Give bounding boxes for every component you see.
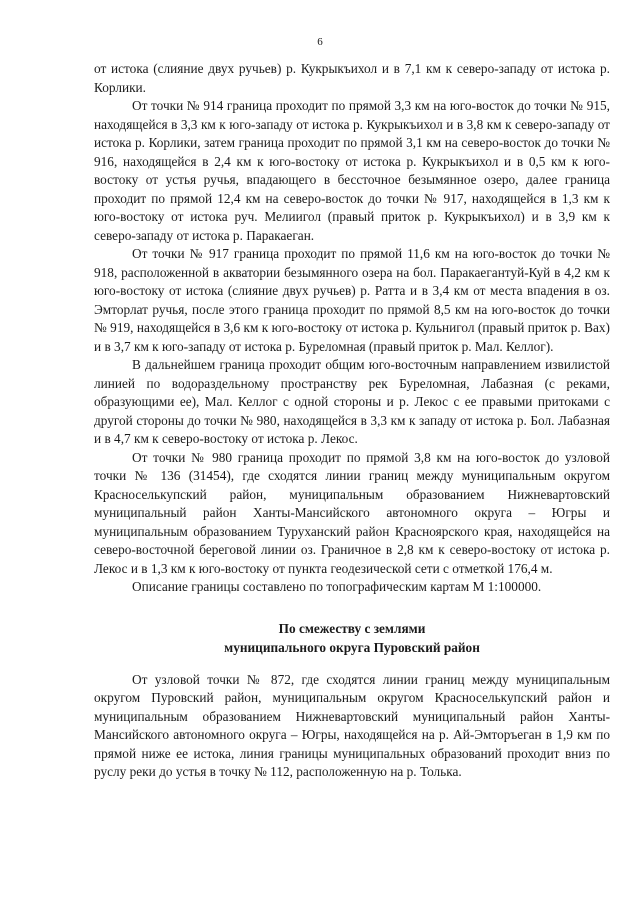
paragraph-continuation: от истока (слияние двух ручьев) р. Кукрыкъихол и в 7,1 км к северо-западу от истока р. Корлики. bbox=[94, 61, 610, 95]
document-body bbox=[94, 60, 610, 782]
section-heading-line-2: муниципального округа Пуровский район bbox=[224, 639, 480, 655]
paragraph-map-scale: Описание границы составлено по топографическим картам М 1:100000. bbox=[132, 579, 542, 594]
paragraph-point-980: От точки № 980 граница проходит по прямой 3,8 км на юго-восток до узловой точки № 136 (31454), где сходятся линии границ между муниципальным округом Красноселькупский район, муниципальным образованием Нижневартовский муниципальный район Ханты-Мансийского автономного округа – Югры и муниципальным образованием Туруханский район Красноярского края, находящейся на северо-восточной береговой линии оз. Граничное в 2,8 км к северо-востоку от истока р. Лекос и в 1,3 км к юго-востоку от пункта геодезической сети с отметкой 176,4 м. bbox=[94, 449, 610, 576]
paragraph-watershed: В дальнейшем граница проходит общим юго-восточным направлением извилистой линией по водораздельному пространству рек Буреломная, Лабазная (с реками, образующими ее), Мал. Келлог с одной стороны и р. Лекос с ее правыми притоками с другой стороны до точки № 980, находящейся в 3,3 км к западу от истока р. Бол. Лабазная и в 4,7 км к северо-востоку от истока р. Лекос. bbox=[94, 357, 610, 446]
page-number: 6 bbox=[317, 36, 323, 48]
section-heading bbox=[94, 619, 610, 657]
paragraph-point-917: От точки № 917 граница проходит по прямой 11,6 км на юго-восток до точки № 918, расположенной в акватории безымянного озера на бол. Паракаегантуй-Куй в 4,2 км к юго-востоку от истока (слияние двух ручьев) р. Ратта и в 3,4 км от места впадения в оз. Эмторлат ручья, после этого граница проходит по прямой 8,5 км на юго-восток до точки № 919, находящейся в 3,6 км к юго-востоку от истока р. Кульнигол (правый приток р. Вах) и в 3,7 км к юго-западу от истока р. Буреломная (правый приток р. Мал. Келлог). bbox=[94, 246, 610, 354]
section-heading-line-1: По смежеству с землями bbox=[278, 620, 426, 636]
paragraph-point-872: От узловой точки № 872, где сходятся линии границ между муниципальным округом Пуровский район, муниципальным округом Красноселькупский район и муниципальным образованием Нижневартовский муниципальный район Ханты-Мансийского автономного округа – Югры, находящейся на р. Ай-Эмторъеган в 1,9 км по прямой ниже ее истока, линия границы муниципальных образований проходит вниз по руслу реки до устья в точку № 112, расположенную на р. Толька. bbox=[94, 671, 610, 779]
paragraph-point-914: От точки № 914 граница проходит по прямой 3,3 км на юго-восток до точки № 915, находящейся в 3,3 км к юго-западу от истока р. Кукрыкъихол и в 3,8 км к северо-западу от истока р. Корлики, затем граница проходит по прямой 3,1 км на северо-восток до точки № 916, находящейся в 2,4 км к юго-востоку от истока р. Кукрыкъихол и в 0,5 км к юго-востоку от устья ручья, впадающего в бессточное безымянное озеро, далее граница проходит по прямой 12,4 км на северо-восток до точки № 917, находящейся в 1,3 км к юго-востоку от истока руч. Мелиигол (правый приток р. Кукрыкъихол) и в 3,9 км к северо-западу от истока р. Паракаеган. bbox=[94, 98, 610, 243]
